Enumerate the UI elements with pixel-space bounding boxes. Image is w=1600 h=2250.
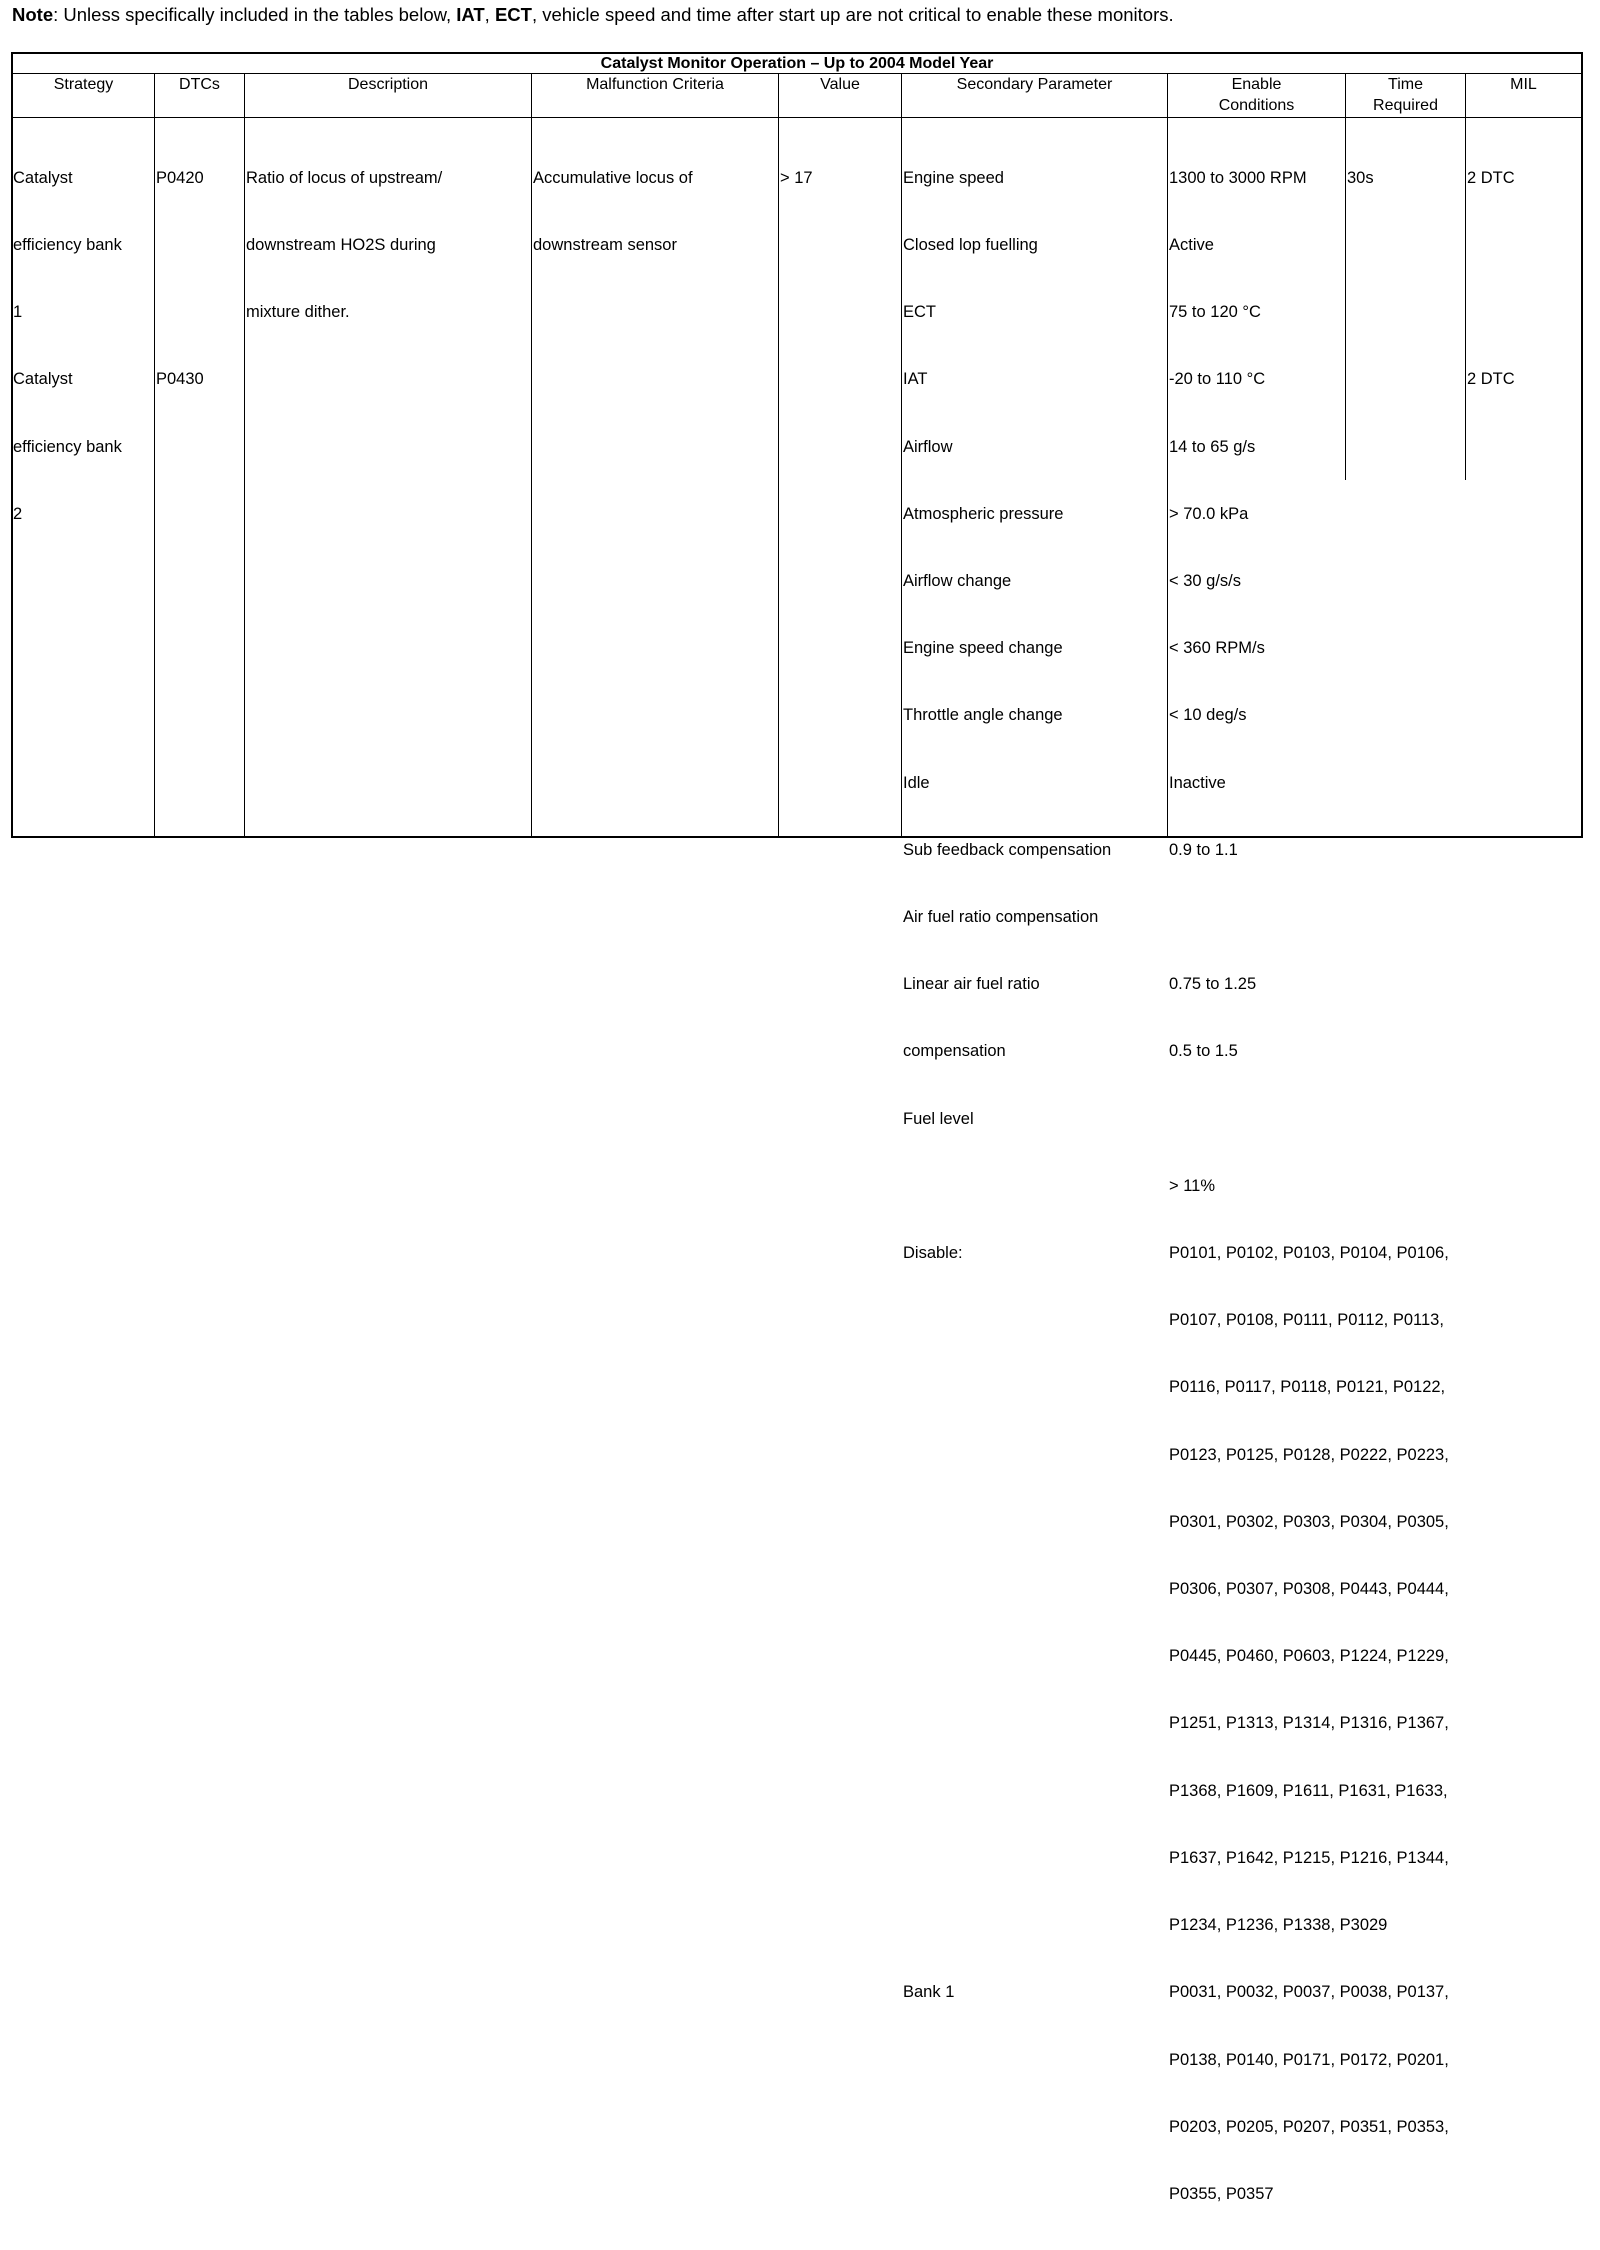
secondary-line: Closed lop fuelling (903, 236, 1038, 255)
col-divider (901, 74, 902, 836)
value-line: > 17 (780, 168, 813, 187)
note-line (12, 4, 1174, 26)
mil-line (1467, 301, 1581, 323)
catalyst-monitor-table (11, 52, 1583, 2203)
secondary-line: Airflow (903, 437, 953, 456)
mil-line: 2 DTC (1467, 168, 1515, 187)
secondary-line: Disable: (903, 1244, 963, 1263)
enable-line: Active (1169, 236, 1214, 255)
time-line: 30s (1347, 168, 1374, 187)
enable-line (1169, 906, 1579, 928)
dtc-line (156, 234, 242, 256)
secondary-parameter-cell (903, 122, 1166, 2049)
secondary-line (903, 1578, 1166, 1600)
note-text-1: : Unless specifically included in the tables below, (53, 4, 457, 25)
secondary-line (903, 1847, 1166, 1869)
enable-line: P0306, P0307, P0308, P0443, P0444, (1169, 1580, 1449, 1599)
description-line: Ratio of locus of upstream/ (246, 168, 443, 187)
table-title: Catalyst Monitor Operation – Up to 2004 Model Year (13, 54, 1581, 74)
enable-line: P0031, P0032, P0037, P0038, P0137, (1169, 1983, 1449, 2002)
value-cell (780, 122, 900, 234)
dtc-line: P0430 (156, 370, 204, 389)
enable-conditions-cell (1169, 122, 1579, 2250)
enable-line: < 360 RPM/s (1169, 639, 1265, 658)
header-value: Value (820, 76, 860, 93)
enable-line: Inactive (1169, 773, 1226, 792)
enable-line: P0301, P0302, P0303, P0304, P0305, (1169, 1512, 1449, 1531)
description-cell (246, 122, 530, 368)
enable-line: P1637, P1642, P1215, P1216, P1344, (1169, 1848, 1449, 1867)
header-malfunction-criteria: Malfunction Criteria (586, 76, 724, 93)
header-secondary-parameter: Secondary Parameter (956, 76, 1113, 93)
enable-line: < 30 g/s/s (1169, 572, 1242, 591)
secondary-line: Atmospheric pressure (903, 504, 1064, 523)
header-strategy: Strategy (53, 76, 114, 93)
secondary-line: IAT (903, 370, 928, 389)
secondary-line (903, 1645, 1166, 1667)
enable-line: 0.5 to 1.5 (1169, 1042, 1238, 1061)
malfunction-line: Accumulative locus of (533, 168, 693, 187)
enable-line: 1300 to 3000 RPM (1169, 168, 1307, 187)
enable-line: 0.9 to 1.1 (1169, 840, 1238, 859)
header-enable-line1: Enable (1231, 76, 1282, 93)
secondary-line: Engine speed change (903, 639, 1063, 658)
strategy-line: 2 (13, 504, 23, 523)
header-description: Description (347, 76, 429, 93)
secondary-line (903, 1780, 1166, 1802)
note-ect: ECT (494, 4, 532, 25)
enable-line: > 11% (1169, 1176, 1216, 1195)
header-mil: MIL (1510, 76, 1537, 93)
secondary-line (903, 1309, 1166, 1331)
note-iat: IAT (456, 4, 485, 25)
enable-line: < 10 deg/s (1169, 706, 1247, 725)
enable-line: P1251, P1313, P1314, P1316, P1367, (1169, 1714, 1449, 1733)
header-dtcs: DTCs (179, 76, 220, 93)
secondary-line (903, 1444, 1166, 1466)
header-enable-conditions (1168, 74, 1345, 117)
secondary-line (903, 1376, 1166, 1398)
mil-line (1467, 234, 1581, 256)
secondary-line (903, 1712, 1166, 1734)
enable-line: P0116, P0117, P0118, P0121, P0122, (1169, 1378, 1446, 1397)
enable-line: P1234, P1236, P1338, P3029 (1169, 1916, 1388, 1935)
header-enable-line2: Conditions (1218, 97, 1295, 114)
secondary-line (903, 1175, 1166, 1197)
col-divider (778, 74, 779, 836)
description-line: downstream HO2S during (246, 236, 436, 255)
dtcs-cell (156, 122, 242, 436)
header-time-line2: Required (1373, 97, 1438, 114)
enable-line: 0.75 to 1.25 (1169, 975, 1257, 994)
secondary-line: Sub feedback compensation (903, 840, 1112, 859)
strategy-line: Catalyst (13, 168, 73, 187)
enable-line: P0445, P0460, P0603, P1224, P1229, (1169, 1647, 1449, 1666)
secondary-line: ECT (903, 303, 936, 322)
secondary-line: Air fuel ratio compensation (903, 908, 1099, 927)
strategy-line: 1 (13, 303, 23, 322)
header-time-required (1346, 74, 1465, 117)
enable-line: P0203, P0205, P0207, P0351, P0353, (1169, 2117, 1449, 2136)
note-label: Note (12, 4, 54, 25)
enable-line (1169, 1108, 1579, 1130)
col-divider (531, 74, 532, 836)
strategy-cell (13, 122, 153, 570)
secondary-line: Bank 1 (903, 1983, 955, 2002)
secondary-line (903, 1511, 1166, 1533)
description-line: mixture dither. (246, 303, 350, 322)
secondary-line: Engine speed (903, 168, 1004, 187)
dtc-line: P0420 (156, 168, 204, 187)
malfunction-line: downstream sensor (533, 236, 677, 255)
enable-line: P1368, P1609, P1611, P1631, P1633, (1169, 1781, 1448, 1800)
header-time-line1: Time (1388, 76, 1423, 93)
enable-line: P0101, P0102, P0103, P0104, P0106, (1169, 1244, 1449, 1263)
enable-line: 14 to 65 g/s (1169, 437, 1256, 456)
strategy-line: efficiency bank (13, 236, 122, 255)
secondary-line: Throttle angle change (903, 706, 1063, 725)
enable-line: P0355, P0357 (1169, 2184, 1274, 2203)
secondary-line: Linear air fuel ratio (903, 975, 1040, 994)
col-divider (154, 74, 155, 836)
enable-line: -20 to 110 °C (1169, 370, 1266, 389)
enable-line: 75 to 120 °C (1169, 303, 1261, 322)
mil-line: 2 DTC (1467, 370, 1515, 389)
time-required-cell (1347, 122, 1464, 234)
enable-line: P0107, P0108, P0111, P0112, P0113, (1169, 1311, 1444, 1330)
note-sep: , (484, 4, 495, 25)
mil-cell (1467, 122, 1581, 436)
enable-line: P0138, P0140, P0171, P0172, P0201, (1169, 2050, 1449, 2069)
secondary-line: Idle (903, 773, 930, 792)
secondary-line: Fuel level (903, 1109, 974, 1128)
enable-line: P0123, P0125, P0128, P0222, P0223, (1169, 1445, 1449, 1464)
enable-line: > 70.0 kPa (1169, 504, 1249, 523)
col-divider (1167, 74, 1168, 836)
note-text-2: , vehicle speed and time after start up are not critical to enable these monitors. (531, 4, 1174, 25)
dtc-line (156, 301, 242, 323)
strategy-line: efficiency bank (13, 437, 122, 456)
strategy-line: Catalyst (13, 370, 73, 389)
malfunction-criteria-cell (533, 122, 777, 301)
secondary-line: compensation (903, 1042, 1006, 1061)
secondary-line: Airflow change (903, 572, 1012, 591)
secondary-line (903, 1914, 1166, 1936)
col-divider (244, 74, 245, 836)
